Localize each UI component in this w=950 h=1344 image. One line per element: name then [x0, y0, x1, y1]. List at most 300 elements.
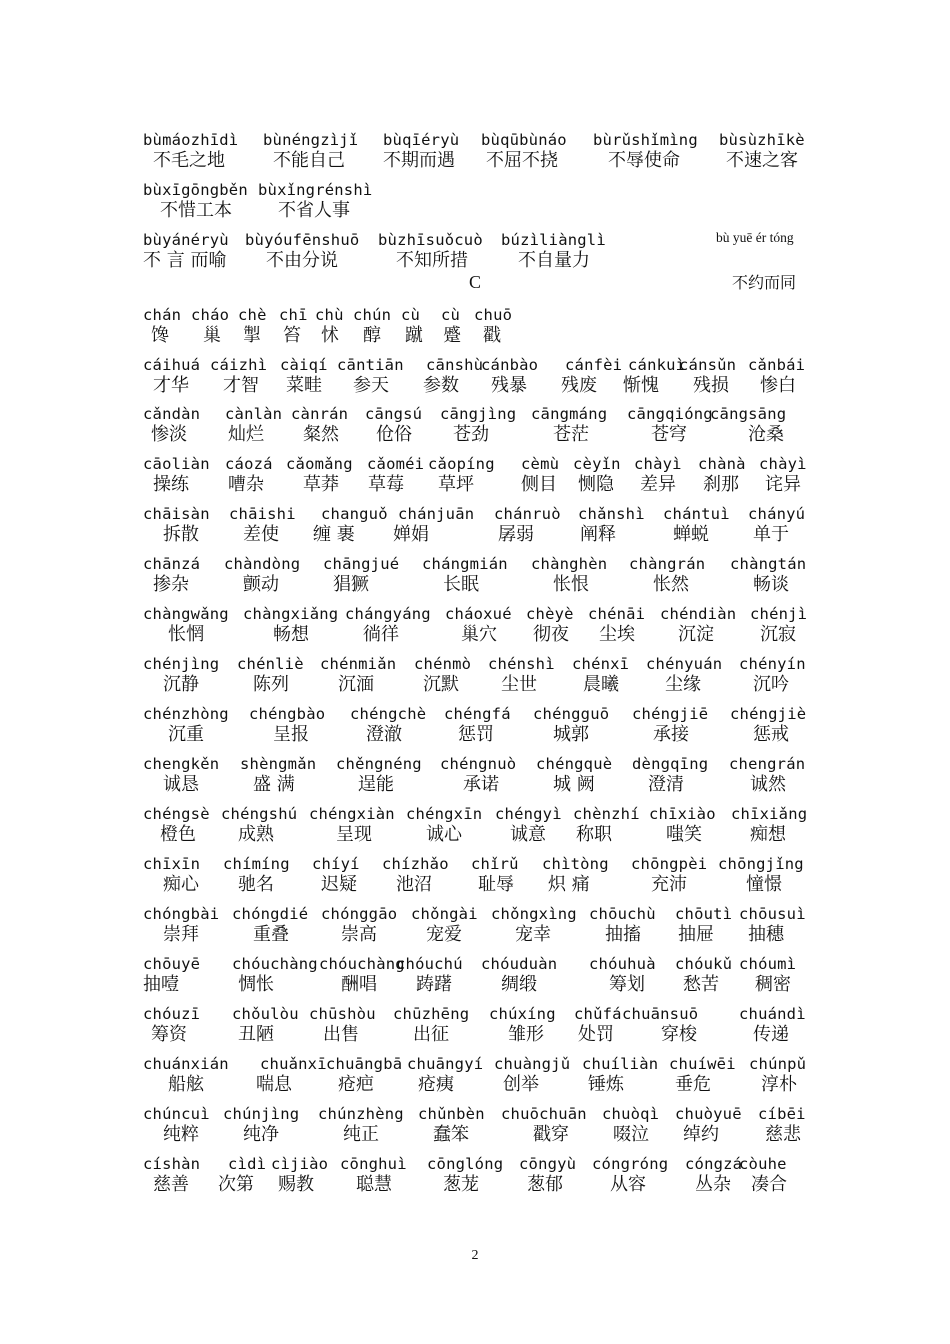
pinyin-row	[143, 654, 823, 674]
pinyin-text: chíyí	[312, 855, 360, 873]
hanzi-word: 盛 满	[253, 774, 295, 795]
pinyin-text: cāngmáng	[531, 405, 608, 423]
hanzi-word: 不辱使命	[608, 150, 680, 171]
pinyin-text: cànlàn	[225, 405, 283, 423]
pinyin-text: chángmián	[422, 555, 508, 573]
pinyin-row	[143, 454, 823, 474]
hanzi-word: 淳朴	[761, 1074, 797, 1095]
pinyin-row	[143, 1154, 823, 1174]
hanzi-word: 馋	[151, 325, 169, 346]
pinyin-text: chàyì	[759, 455, 807, 473]
pinyin-text: chéndiàn	[660, 605, 737, 623]
hanzi-word: 不省人事	[278, 200, 350, 221]
hanzi-word: 纯净	[243, 1124, 279, 1145]
hanzi-row	[143, 624, 823, 646]
hanzi-word: 慈善	[153, 1174, 189, 1195]
pinyin-text: cāngjìng	[440, 405, 517, 423]
hanzi-word: 筹划	[609, 974, 645, 995]
word-row-group	[143, 704, 823, 746]
pinyin-text: cǎndàn	[143, 405, 201, 423]
pinyin-text: chénmiǎn	[320, 655, 397, 673]
hanzi-word: 巢	[203, 325, 221, 346]
hanzi-word: 宠爱	[426, 924, 462, 945]
hanzi-word: 惨白	[760, 375, 796, 396]
pinyin-text: cǎopíng	[428, 455, 495, 473]
hanzi-row	[143, 474, 823, 496]
pinyin-text: chuàngjǔ	[494, 1055, 571, 1073]
pinyin-text: chōuyē	[143, 955, 201, 973]
hanzi-word: 沉吟	[753, 674, 789, 695]
pinyin-text: cù	[401, 306, 421, 324]
pinyin-text: chéngguō	[533, 705, 610, 723]
pinyin-text: chǔfá	[574, 1005, 622, 1023]
hanzi-word: 参天	[353, 375, 389, 396]
hanzi-word: 草莽	[303, 474, 339, 495]
hanzi-word: 纯正	[343, 1124, 379, 1145]
hanzi-word: 掺杂	[153, 574, 189, 595]
hanzi-word: 沉重	[168, 724, 204, 745]
hanzi-word: 不知所措	[396, 250, 468, 271]
hanzi-word: 池沼	[396, 874, 432, 895]
pinyin-text: chěngnéng	[336, 755, 422, 773]
pinyin-text: chénāi	[588, 605, 646, 623]
pinyin-text: chéngquè	[536, 755, 613, 773]
hanzi-word: 喘息	[256, 1074, 292, 1095]
hanzi-word: 痴想	[750, 824, 786, 845]
pinyin-text: bùmáozhīdì	[143, 131, 239, 149]
pinyin-text: chízhǎo	[382, 855, 449, 873]
pinyin-text: bùyánéryù	[143, 231, 229, 249]
pinyin-row	[143, 130, 823, 150]
pinyin-text: chéngjiē	[632, 705, 709, 723]
hanzi-word: 残暴	[491, 375, 527, 396]
pinyin-text: chéngjiè	[730, 705, 807, 723]
hanzi-word: 晨曦	[583, 674, 619, 695]
pinyin-text: chuánxián	[143, 1055, 229, 1073]
pinyin-text: cù	[441, 306, 461, 324]
pinyin-text: cōngyù	[519, 1155, 577, 1173]
hanzi-word: 才智	[223, 375, 259, 396]
hanzi-word: 操练	[153, 474, 189, 495]
pinyin-text: cāngqióng	[627, 405, 713, 423]
hanzi-word: 惭愧	[623, 375, 659, 396]
hanzi-word: 不毛之地	[153, 150, 225, 171]
hanzi-word: 蹴	[405, 325, 423, 346]
hanzi-word: 蠢笨	[433, 1124, 469, 1145]
hanzi-word: 橙色	[160, 824, 196, 845]
pinyin-text: cāoliàn	[143, 455, 210, 473]
pinyin-text: cāngsāng	[710, 405, 787, 423]
pinyin-text: chàngwǎng	[143, 605, 229, 623]
hanzi-word: 孱弱	[498, 524, 534, 545]
pinyin-text: shèngmǎn	[240, 755, 317, 773]
pinyin-text: chàngxiǎng	[243, 605, 339, 623]
hanzi-word: 葱郁	[527, 1174, 563, 1195]
pinyin-text: chányú	[748, 505, 806, 523]
pinyin-row	[143, 554, 823, 574]
pinyin-row	[143, 854, 823, 874]
pinyin-text: cānshù	[426, 356, 484, 374]
hanzi-word: 穿梭	[661, 1024, 697, 1045]
pinyin-text: chōusuì	[739, 905, 806, 923]
pinyin-text: bùqūbùnáo	[481, 131, 567, 149]
pinyin-row	[143, 904, 823, 924]
word-row-group	[143, 454, 823, 496]
hanzi-word: 抽噎	[143, 974, 179, 995]
pinyin-row	[143, 305, 823, 325]
pinyin-text: bùxǐngrénshì	[258, 181, 373, 199]
pinyin-text: chù	[315, 306, 344, 324]
pinyin-text: cìdì	[228, 1155, 267, 1173]
hanzi-word: 呈现	[336, 824, 372, 845]
page-number: 2	[471, 1248, 479, 1263]
pinyin-text: chèyè	[526, 605, 574, 623]
hanzi-row	[143, 150, 823, 172]
hanzi-word: 慈悲	[765, 1124, 801, 1145]
pinyin-text: cǎnbái	[748, 356, 806, 374]
pinyin-text: cóngróng	[592, 1155, 669, 1173]
hanzi-word: 痴心	[163, 874, 199, 895]
hanzi-word: 出征	[413, 1024, 449, 1045]
pinyin-text: cánkuì	[628, 356, 686, 374]
pinyin-text: cháo	[191, 306, 230, 324]
hanzi-word: 蹙	[443, 325, 461, 346]
pinyin-text: cáizhì	[210, 356, 268, 374]
pinyin-text: cànrán	[291, 405, 349, 423]
pinyin-text: chúnzhèng	[318, 1105, 404, 1123]
hanzi-word: 诚然	[750, 774, 786, 795]
pinyin-text: chóuchàng	[319, 955, 405, 973]
pinyin-text: dèngqīng	[632, 755, 709, 773]
hanzi-word: 成熟	[238, 824, 274, 845]
hanzi-word: 怅惘	[168, 624, 204, 645]
hanzi-word: 不屈不挠	[486, 150, 558, 171]
hanzi-row	[143, 924, 823, 946]
hanzi-word: 徜徉	[363, 624, 399, 645]
word-row-group	[143, 355, 823, 397]
word-row-group	[143, 404, 823, 446]
hanzi-word: 沉静	[163, 674, 199, 695]
pinyin-text: cìjiào	[271, 1155, 329, 1173]
pinyin-row	[143, 604, 823, 624]
hanzi-word: 苍穹	[651, 424, 687, 445]
hanzi-word: 沉淀	[678, 624, 714, 645]
hanzi-word: 诧异	[765, 474, 801, 495]
pinyin-text: búzìliànglì	[501, 231, 606, 249]
hanzi-word: 陈列	[253, 674, 289, 695]
pinyin-text: chǐrǔ	[471, 855, 519, 873]
hanzi-word: 刹那	[703, 474, 739, 495]
pinyin-row	[143, 754, 823, 774]
word-row-group	[143, 1154, 823, 1196]
pinyin-text: cánbào	[481, 356, 539, 374]
pinyin-text: chè	[238, 306, 267, 324]
pinyin-text: cíbēi	[758, 1105, 806, 1123]
pinyin-text: chóumì	[739, 955, 797, 973]
hanzi-word: 炽 痛	[548, 874, 590, 895]
hanzi-row	[143, 724, 823, 746]
hanzi-word: 啜泣	[613, 1124, 649, 1145]
pinyin-text: chéngxiàn	[309, 805, 395, 823]
pinyin-text: bùnéngzìjǐ	[263, 131, 359, 149]
pinyin-text: bùrǔshǐmìng	[593, 131, 698, 149]
pinyin-row	[143, 180, 823, 200]
hanzi-word: 迟疑	[321, 874, 357, 895]
pinyin-text: chàyì	[634, 455, 682, 473]
pinyin-text: cǎomǎng	[286, 455, 353, 473]
hanzi-word: 彻夜	[533, 624, 569, 645]
pinyin-text: chéngnuò	[440, 755, 517, 773]
hanzi-word: 惩罚	[458, 724, 494, 745]
hanzi-word: 锤炼	[588, 1074, 624, 1095]
hanzi-row	[143, 524, 823, 546]
word-row-group	[143, 1004, 823, 1046]
hanzi-word: 宠幸	[515, 924, 551, 945]
pinyin-text: chōutì	[675, 905, 733, 923]
hanzi-word: 侧目	[521, 474, 557, 495]
hanzi-word: 尘缘	[665, 674, 701, 695]
pinyin-text: chǎnshì	[578, 505, 645, 523]
pinyin-text: chóukǔ	[675, 955, 733, 973]
hanzi-word: 稠密	[755, 974, 791, 995]
pinyin-text: chénjìng	[143, 655, 220, 673]
pinyin-text: chéngyì	[495, 805, 562, 823]
pinyin-text: bùqīéryù	[383, 131, 460, 149]
pinyin-text: chuíwēi	[669, 1055, 736, 1073]
hanzi-word: 诚意	[510, 824, 546, 845]
hanzi-word: 处罚	[578, 1024, 614, 1045]
section-heading: C	[468, 272, 481, 292]
pinyin-text: chīxīn	[143, 855, 201, 873]
hanzi-word: 不期而遇	[383, 150, 455, 171]
hanzi-word: 次第	[218, 1174, 254, 1195]
pinyin-text: chuòyuē	[675, 1105, 742, 1123]
hanzi-word: 诚恳	[163, 774, 199, 795]
pinyin-text: chūshòu	[309, 1005, 376, 1023]
hanzi-row	[143, 774, 823, 796]
pinyin-text: cháoxué	[445, 605, 512, 623]
hanzi-word: 传递	[753, 1024, 789, 1045]
pinyin-text: chóngdié	[232, 905, 309, 923]
hanzi-row	[143, 574, 823, 596]
hanzi-word: 澄澈	[366, 724, 402, 745]
pinyin-text: chúxíng	[489, 1005, 556, 1023]
hanzi-word: 惨淡	[151, 424, 187, 445]
hanzi-word: 菜畦	[286, 375, 322, 396]
hanzi-word: 颤动	[243, 574, 279, 595]
hanzi-word: 嘈杂	[228, 474, 264, 495]
pinyin-text: chī	[279, 306, 308, 324]
hanzi-word: 疮痍	[418, 1074, 454, 1095]
hanzi-word: 疮疤	[338, 1074, 374, 1095]
hanzi-word: 拆散	[163, 524, 199, 545]
hanzi-word: 差异	[640, 474, 676, 495]
pinyin-text: chénmò	[414, 655, 472, 673]
hanzi-word: 抽屉	[678, 924, 714, 945]
pinyin-text: cèyǐn	[573, 455, 621, 473]
hanzi-row	[143, 424, 823, 446]
word-row-group	[143, 180, 823, 222]
hanzi-word: 丑陋	[238, 1024, 274, 1045]
hanzi-word: 逞能	[358, 774, 394, 795]
hanzi-row	[143, 200, 823, 222]
pinyin-text: chényín	[739, 655, 806, 673]
pinyin-text: chóuchàng	[232, 955, 318, 973]
hanzi-row	[143, 874, 823, 896]
pinyin-text: cáihuá	[143, 356, 201, 374]
hanzi-word: 城 阙	[553, 774, 595, 795]
side-pinyin: bù yuē ér tóng	[716, 230, 794, 245]
hanzi-word: 长眠	[443, 574, 479, 595]
pinyin-text: chānzá	[143, 555, 201, 573]
word-row-group	[143, 854, 823, 896]
hanzi-word: 澄清	[648, 774, 684, 795]
pinyin-text: chuāngbā	[326, 1055, 403, 1073]
pinyin-text: chényuán	[646, 655, 723, 673]
hanzi-row	[143, 824, 823, 846]
pinyin-text: chǒngxìng	[491, 905, 577, 923]
hanzi-word: 畅谈	[753, 574, 789, 595]
pinyin-text: chóuzī	[143, 1005, 201, 1023]
pinyin-text: chún	[353, 306, 392, 324]
pinyin-text: chōngpèi	[631, 855, 708, 873]
pinyin-row	[143, 804, 823, 824]
pinyin-text: chónggāo	[321, 905, 398, 923]
pinyin-text: chéngchè	[350, 705, 427, 723]
pinyin-row	[143, 355, 823, 375]
hanzi-word: 阐释	[580, 524, 616, 545]
hanzi-word: 丛杂	[695, 1174, 731, 1195]
hanzi-row	[143, 1174, 823, 1196]
hanzi-word: 承接	[653, 724, 689, 745]
hanzi-word: 不能自己	[273, 150, 345, 171]
pinyin-text: chóuchú	[396, 955, 463, 973]
hanzi-word: 沧桑	[748, 424, 784, 445]
hanzi-word: 充沛	[651, 874, 687, 895]
hanzi-row	[143, 325, 823, 347]
pinyin-text: chènzhí	[573, 805, 640, 823]
hanzi-word: 绰约	[683, 1124, 719, 1145]
hanzi-word: 抽穗	[748, 924, 784, 945]
pinyin-text: cǎoméi	[367, 455, 425, 473]
hanzi-word: 不由分说	[266, 250, 338, 271]
pinyin-text: chuándì	[739, 1005, 806, 1023]
pinyin-text: chengrán	[729, 755, 806, 773]
word-row-group	[143, 804, 823, 846]
hanzi-word: 诚心	[426, 824, 462, 845]
hanzi-word: 沉默	[423, 674, 459, 695]
hanzi-word: 驰名	[238, 874, 274, 895]
pinyin-text: chúnjìng	[223, 1105, 300, 1123]
hanzi-word: 掣	[243, 325, 261, 346]
pinyin-text: changuǒ	[321, 505, 388, 523]
pinyin-row	[143, 1004, 823, 1024]
hanzi-word: 单于	[753, 524, 789, 545]
hanzi-word: 参数	[423, 375, 459, 396]
pinyin-text: chūzhēng	[393, 1005, 470, 1023]
word-row-group	[143, 1104, 823, 1146]
pinyin-text: chuōchuān	[501, 1105, 587, 1123]
pinyin-text: chuǎnxī	[260, 1055, 327, 1073]
hanzi-word: 猖獗	[333, 574, 369, 595]
hanzi-word: 缠 裹	[313, 524, 355, 545]
pinyin-text: chīxiào	[649, 805, 716, 823]
pinyin-text: chímíng	[223, 855, 290, 873]
pinyin-text: chéngbào	[249, 705, 326, 723]
hanzi-word: 城郭	[553, 724, 589, 745]
hanzi-word: 凑合	[751, 1174, 787, 1195]
pinyin-row	[143, 404, 823, 424]
pinyin-text: cóngzá	[685, 1155, 743, 1173]
hanzi-word: 从容	[610, 1174, 646, 1195]
hanzi-row	[143, 1024, 823, 1046]
pinyin-text: chénliè	[237, 655, 304, 673]
pinyin-text: chāngjué	[323, 555, 400, 573]
pinyin-text: chuānsuō	[622, 1005, 699, 1023]
pinyin-row	[143, 1104, 823, 1124]
hanzi-word: 崇拜	[163, 924, 199, 945]
hanzi-word: 抽搐	[605, 924, 641, 945]
hanzi-word: 纯粹	[163, 1124, 199, 1145]
pinyin-row	[143, 1054, 823, 1074]
pinyin-text: chóuhuà	[589, 955, 656, 973]
hanzi-word: 憧憬	[746, 874, 782, 895]
hanzi-word: 怅然	[653, 574, 689, 595]
hanzi-word: 绸缎	[501, 974, 537, 995]
pinyin-text: chuíliàn	[582, 1055, 659, 1073]
hanzi-word: 聪慧	[356, 1174, 392, 1195]
hanzi-row	[143, 1074, 823, 1096]
hanzi-word: 赐教	[278, 1174, 314, 1195]
hanzi-word: 惆怅	[238, 974, 274, 995]
hanzi-word: 怵	[321, 325, 339, 346]
pinyin-text: chúncuì	[143, 1105, 210, 1123]
hanzi-word: 笞	[283, 325, 301, 346]
pinyin-text: chéngfá	[444, 705, 511, 723]
hanzi-word: 不 言 而喻	[143, 250, 227, 271]
pinyin-text: chīxiǎng	[731, 805, 808, 823]
hanzi-word: 残损	[693, 375, 729, 396]
hanzi-word: 不速之客	[726, 150, 798, 171]
pinyin-text: císhàn	[143, 1155, 201, 1173]
hanzi-word: 不自量力	[518, 250, 590, 271]
pinyin-text: chántuì	[663, 505, 730, 523]
pinyin-text: chóuduàn	[481, 955, 558, 973]
pinyin-text: chuō	[474, 306, 513, 324]
hanzi-word: 戳	[483, 325, 501, 346]
hanzi-word: 雏形	[508, 1024, 544, 1045]
pinyin-text: chàndòng	[224, 555, 301, 573]
pinyin-text: chénjì	[750, 605, 808, 623]
pinyin-text: chàngrán	[629, 555, 706, 573]
pinyin-text: chāisàn	[143, 505, 210, 523]
hanzi-word: 重叠	[253, 924, 289, 945]
hanzi-word: 踌躇	[416, 974, 452, 995]
hanzi-word: 婵娟	[393, 524, 429, 545]
pinyin-text: cèmù	[521, 455, 560, 473]
pinyin-text: chìtòng	[542, 855, 609, 873]
hanzi-word: 沉湎	[338, 674, 374, 695]
pinyin-text: còuhe	[739, 1155, 787, 1173]
pinyin-text: cōnghuì	[340, 1155, 407, 1173]
hanzi-row	[143, 250, 823, 272]
pinyin-text: chōuchù	[589, 905, 656, 923]
pinyin-text: chǒngài	[411, 905, 478, 923]
hanzi-word: 嗤笑	[666, 824, 702, 845]
hanzi-word: 称职	[576, 824, 612, 845]
word-row-group	[143, 504, 823, 546]
pinyin-text: chángyáng	[345, 605, 431, 623]
